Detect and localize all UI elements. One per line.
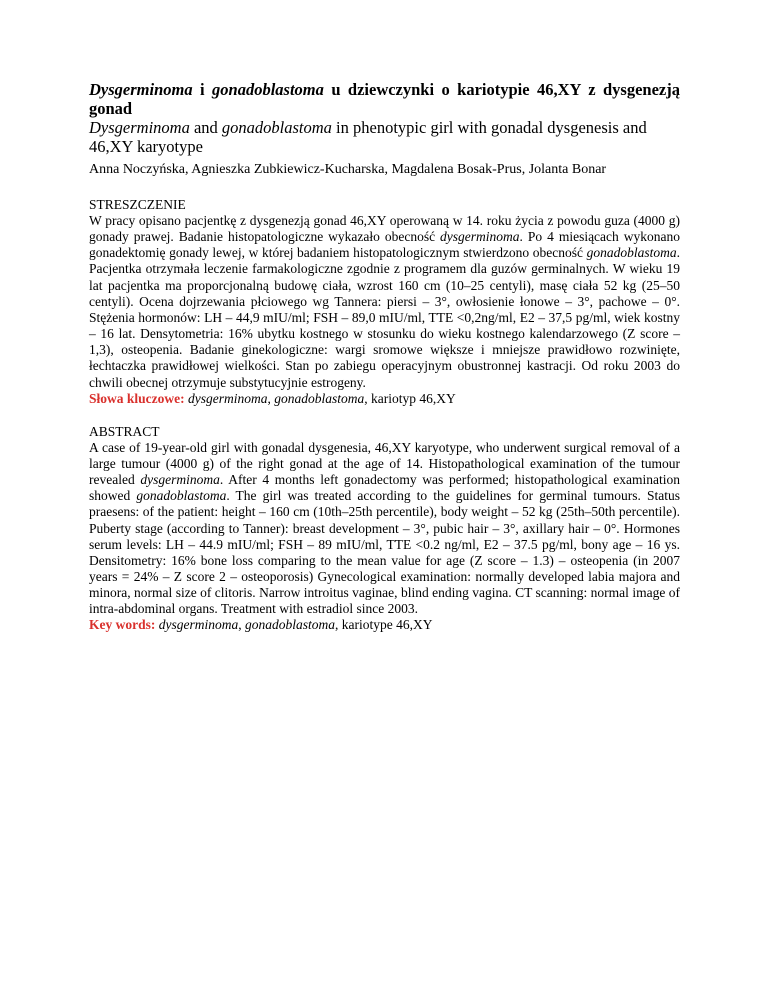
abstract-term-1: dysgerminoma: [140, 472, 220, 488]
title-en-term-1: Dysgerminoma: [89, 118, 190, 137]
abstract-keyword-sep: ,: [238, 617, 245, 633]
streszczenie-term-1: dysgerminoma: [440, 229, 520, 245]
article-page: [89, 80, 680, 633]
abstract-keyword-1: dysgerminoma: [158, 617, 239, 633]
streszczenie-keyword-3: , kariotyp 46,XY: [364, 390, 456, 406]
abstract-keywords-label: Key words:: [89, 617, 156, 633]
title-pl-term-2: gonadoblastoma: [212, 80, 324, 99]
streszczenie-keyword-sep: ,: [267, 390, 275, 406]
title-english: [89, 118, 680, 156]
author-list: Anna Noczyńska, Agnieszka Zubkiewicz-Kucharska, Magdalena Bosak-Prus, Jolanta Bonar: [89, 162, 607, 177]
streszczenie-keywords-label: Słowa kluczowe:: [89, 390, 185, 406]
streszczenie-keyword-2: gonadoblastoma: [274, 390, 365, 406]
abstract-keywords: [89, 617, 680, 633]
title-pl-rest: u dziewczynki o kariotypie 46,XY z dysgenezją gonad: [89, 80, 680, 118]
streszczenie-text-3: . Pacjentka otrzymała leczenie farmakologiczne zgodnie z programem dla guzów germinalnych. W wieku 19 lat pacjentka ma proporcjonalną budowę ciała, wzrost 160 cm (10–25 centyli), masę ciała 52 kg (25–50 centyli). Ocena dojrzewania płciowego wg Tannera: piersi – 3°, owłosienie łonowe – 3°, pachowe – 0°. Stężenia hormonów: LH – 44,9 mIU/ml; FSH – 89,0 mIU/ml, TTE <0,2ng/ml, E2 – 37,5 pg/ml, wiek kostny – 16 lat. Densytometria: 16% ubytku kostnego w stosunku do wieku kostnego kalendarzowego (Z score – 1,3), osteopenia. Badanie ginekologiczne: wargi sromowe większe i mniejsze prawidłowo rozwinięte, łechtaczka prawidłowej wielkości. Stan po zabiegu operacyjnym obustronnej kastracji. Od roku 2003 do chwili obecnej otrzymuje substytucyjnie estrogeny.: [89, 245, 680, 390]
abstract-text-2: . After 4 months left gonadectomy was performed; histopathological examination showed: [89, 472, 681, 504]
abstract-text-3: . The girl was treated according to the guidelines for germinal tumours. Status praesens: of the patient: height – 160 cm (10th–25th percentile), body weight – 52 kg (25th–50th percentile). Puberty stage (according to Tanner): breast development – 3°, pubic hair – 3°, axillary hair – 0°. Hormones serum levels: LH – 44.9 mIU/ml; FSH – 89 mIU/ml, TTE <0.2 ng/ml, E2 – 37.5 pg/ml, bony age – 16 ys. Densitometry: 16% bone loss comparing to the mean value for age (Z score – 1.3) – osteopenia (in 2007 years = 24% – Z score 2 – osteoporosis) Gynecological examination: normally developed labia majora and minora, normal size of clitoris. Narrow introitus vaginae, blind ending vagina. CT scanning: normal image of intra-abdominal organs. Treatment with estradiol since 2003.: [89, 488, 680, 617]
streszczenie-text-1: W pracy opisano pacjentkę z dysgenezją gonad 46,XY operowaną w 14. roku życia z powodu guza (4000 g) gonady prawej. Badanie histopatologiczne wykazało obecność: [89, 213, 680, 245]
streszczenie-text-2: . Po 4 miesiącach wykonano gonadektomię gonady lewej, w której badaniem histopatologicznym stwierdzono obecność: [89, 229, 680, 261]
streszczenie-body: [89, 213, 680, 391]
streszczenie-heading: STRESZCZENIE: [89, 197, 186, 212]
title-en-term-2: gonadoblastoma: [221, 118, 332, 137]
streszczenie-keyword-1: dysgerminoma: [188, 390, 268, 406]
abstract-keyword-3: , kariotype 46,XY: [335, 617, 433, 633]
abstract-keyword-2: gonadoblastoma: [245, 617, 336, 633]
title-pl-term-1: Dysgerminoma: [89, 80, 193, 99]
title-en-rest: in phenotypic girl with gonadal dysgenesis and 46,XY karyotype: [89, 118, 647, 156]
abstract-heading: ABSTRACT: [89, 423, 160, 439]
abstract-body: [89, 440, 680, 618]
abstract-term-2: gonadoblastoma: [136, 488, 227, 504]
title-polish: [89, 80, 680, 118]
title-pl-conj: i: [192, 80, 213, 99]
abstract-text-1: A case of 19-year-old girl with gonadal dysgenesia, 46,XY karyotype, who underwent surgical removal of a large tumour (4000 g) of the right gonad at the age of 14. Histopathological examination of the tumour revealed: [89, 439, 680, 488]
streszczenie-term-2: gonadoblastoma: [586, 245, 677, 261]
streszczenie-keywords: [89, 391, 680, 407]
title-en-conj: and: [189, 118, 222, 137]
